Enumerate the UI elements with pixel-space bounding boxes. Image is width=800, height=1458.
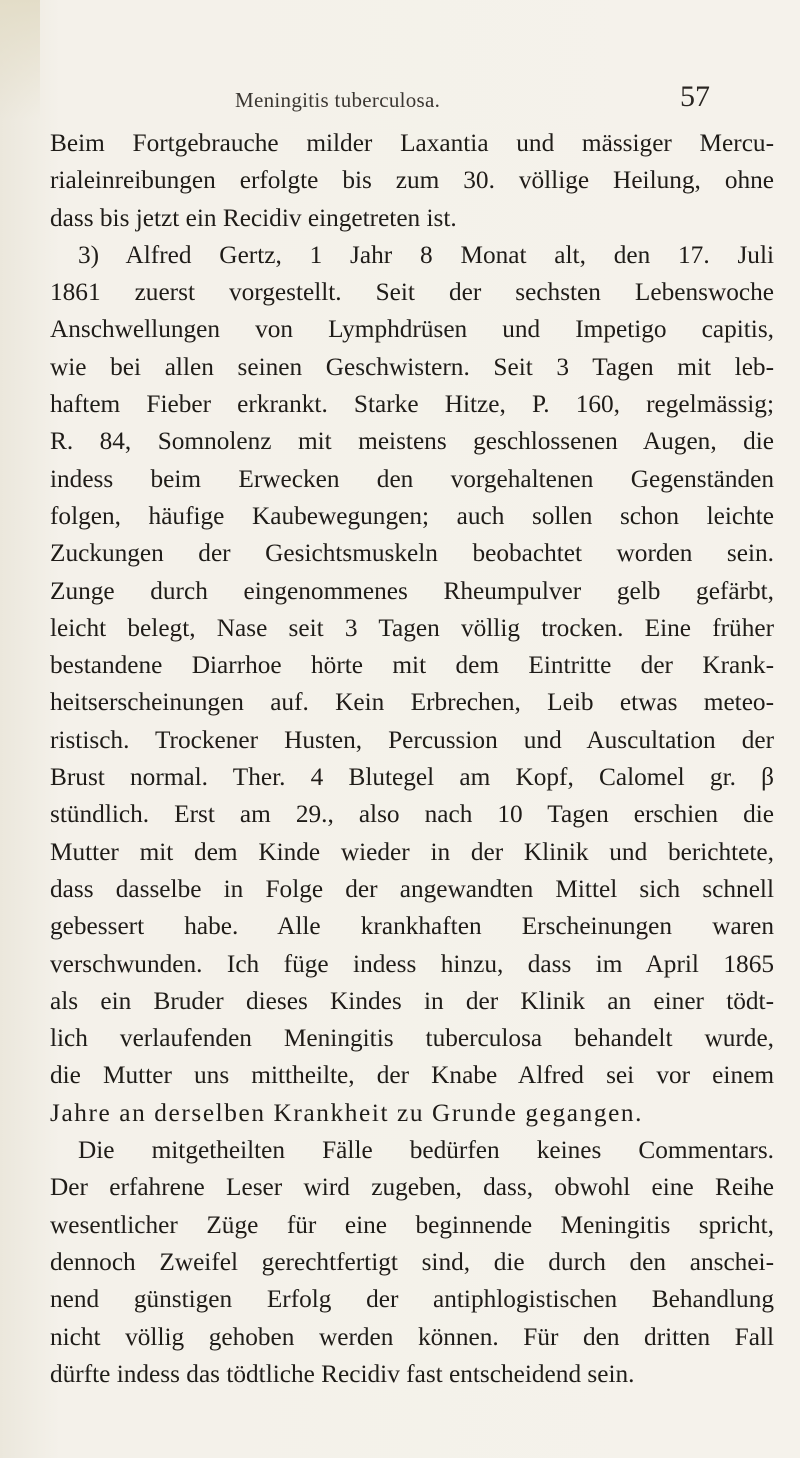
text-line: dass bis jetzt ein Recidiv eingetreten ist. xyxy=(50,203,457,232)
text-line: gebessert habe. Alle krankhaften Erscheinungen waren xyxy=(50,912,774,941)
body-text xyxy=(50,125,774,1393)
running-title: Meningitis tuberculosa. xyxy=(235,88,441,112)
text-line: wie bei allen seinen Geschwistern. Seit 3 Tagen mit leb- xyxy=(50,352,774,381)
text-line: wesentlicher Züge für eine beginnende Meningitis spricht, xyxy=(50,1210,774,1239)
text-line: Mutter mit dem Kinde wieder in der Klinik und berichtete, xyxy=(50,837,774,866)
page-edge-shadow xyxy=(0,0,40,120)
text-line: die Mutter uns mittheilte, der Knabe Alfred sei vor einem xyxy=(50,1061,774,1090)
text-line: nicht völlig gehoben werden können. Für den dritten Fall xyxy=(50,1322,774,1351)
text-line: dass dasselbe in Folge der angewandten Mittel sich schnell xyxy=(50,874,774,903)
page-header xyxy=(235,80,710,120)
text-line: verschwunden. Ich füge indess hinzu, dass im April 1865 xyxy=(50,949,774,978)
text-line: indess beim Erwecken den vorgehaltenen Gegenständen xyxy=(50,464,774,493)
text-line: bestandene Diarrhoe hörte mit dem Eintritte der Krank- xyxy=(50,651,774,680)
text-line: Anschwellungen von Lymphdrüsen und Impetigo capitis, xyxy=(50,315,774,344)
text-line: Die mitgetheilten Fälle bedürfen keines Commentars. xyxy=(78,1136,774,1165)
text-line: 1861 zuerst vorgestellt. Seit der sechsten Lebenswoche xyxy=(50,278,774,307)
text-line: dürfte indess das tödtliche Recidiv fast entscheidend sein. xyxy=(50,1359,635,1388)
text-line: R. 84, Somnolenz mit meistens geschlossenen Augen, die xyxy=(50,427,774,456)
text-line: Jahre an derselben Krankheit zu Grunde gegangen. xyxy=(50,1098,644,1127)
text-line: Zunge durch eingenommenes Rheumpulver gelb gefärbt, xyxy=(50,576,774,605)
text-line: leicht belegt, Nase seit 3 Tagen völlig trocken. Eine früher xyxy=(50,613,774,642)
text-line: haftem Fieber erkrankt. Starke Hitze, P. 160, regelmässig; xyxy=(50,390,774,419)
text-line: lich verlaufenden Meningitis tuberculosa behandelt wurde, xyxy=(50,1024,774,1053)
text-line: Zuckungen der Gesichtsmuskeln beobachtet worden sein. xyxy=(50,539,774,568)
text-line: heitserscheinungen auf. Kein Erbrechen, Leib etwas meteo- xyxy=(50,688,774,717)
text-line: Brust normal. Ther. 4 Blutegel am Kopf, Calomel gr. β xyxy=(50,763,774,792)
text-line: folgen, häufige Kaubewegungen; auch sollen schon leichte xyxy=(50,501,774,530)
text-line: 3) Alfred Gertz, 1 Jahr 8 Monat alt, den 17. Juli xyxy=(78,240,774,269)
text-line: nend günstigen Erfolg der antiphlogistischen Behandlung xyxy=(50,1285,774,1314)
text-line: Beim Fortgebrauche milder Laxantia und mässiger Mercu- xyxy=(50,129,774,157)
page-number: 57 xyxy=(680,80,710,113)
text-line: dennoch Zweifel gerechtfertigt sind, die durch den anschei- xyxy=(50,1247,774,1276)
text-line: rialeinreibungen erfolgte bis zum 30. völlige Heilung, ohne xyxy=(50,166,774,195)
text-line: stündlich. Erst am 29., also nach 10 Tagen erschien die xyxy=(50,800,774,829)
text-line: ristisch. Trockener Husten, Percussion und Auscultation der xyxy=(50,725,774,754)
text-line: Der erfahrene Leser wird zugeben, dass, obwohl eine Reihe xyxy=(50,1173,774,1202)
text-line: als ein Bruder dieses Kindes in der Klinik an einer tödt- xyxy=(50,986,774,1015)
